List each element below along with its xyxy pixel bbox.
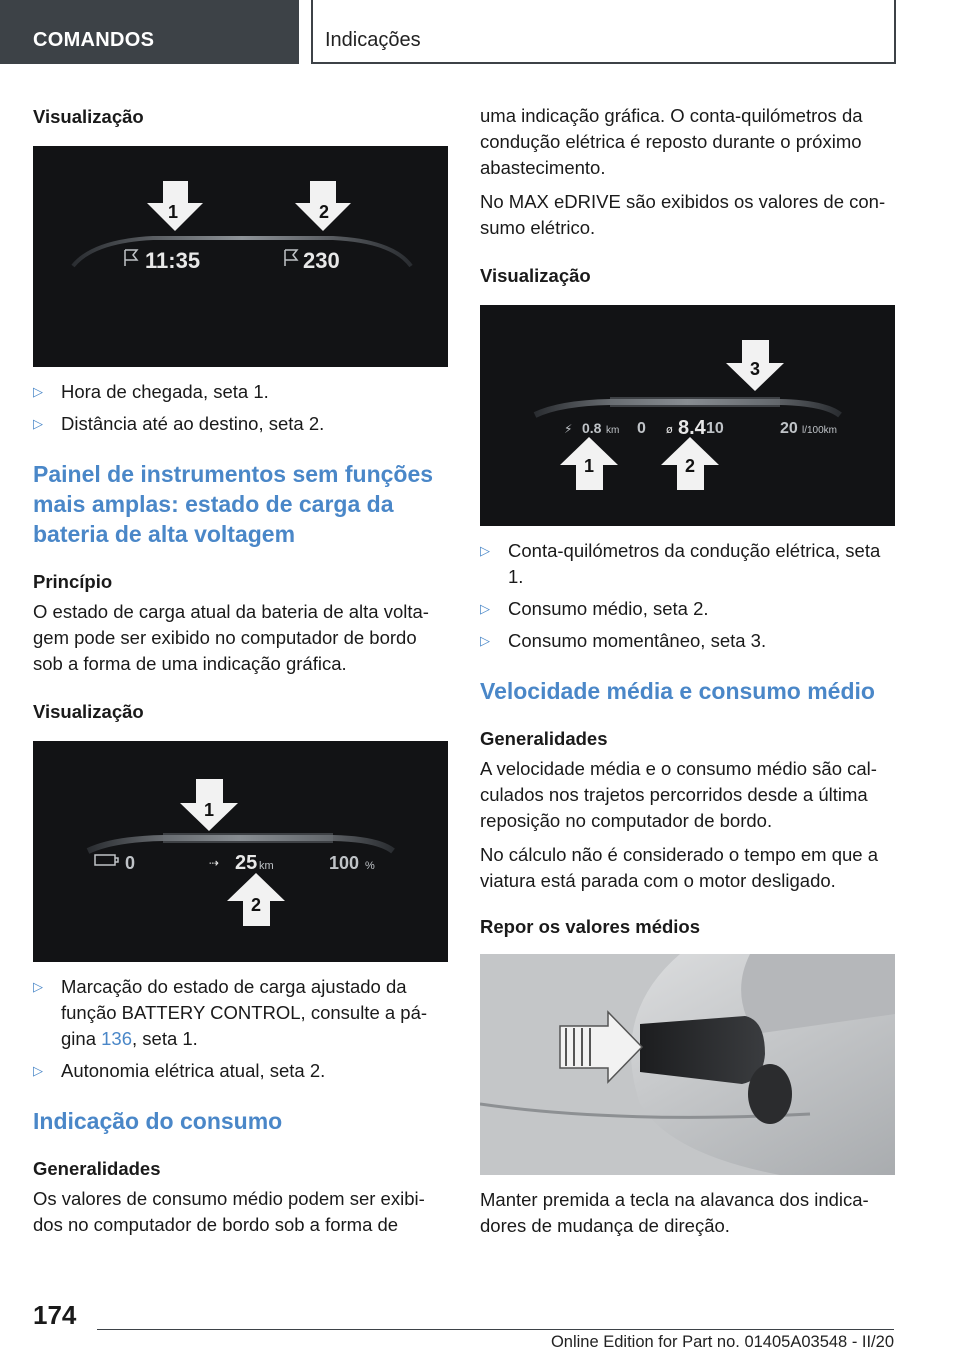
generalidades-heading-2: Generalidades: [480, 728, 608, 749]
section-title: COMANDOS: [33, 29, 155, 51]
continued-text-2: No MAX eDRIVE são exibidos os valores de con‐sumo elétrico.: [480, 191, 886, 238]
left-column: [33, 100, 448, 1238]
right-column: [480, 100, 895, 1239]
page-number: 174: [33, 1300, 77, 1330]
triangle-icon: ▷: [33, 979, 43, 994]
principio-heading: Princípio: [33, 571, 113, 592]
triangle-icon: ▷: [480, 601, 490, 616]
list-item: ▷ Hora de chegada, seta 1.: [33, 379, 448, 405]
footer-divider: [97, 1329, 894, 1330]
figure-consumption: [480, 305, 895, 526]
heading-consumption: Indicação do consumo: [33, 1108, 283, 1134]
ev-icon: ⚡: [564, 422, 573, 436]
bullet-list-3: [480, 538, 895, 654]
visualizacao-heading-1: Visualização: [33, 106, 144, 127]
repor-text: Manter premida a tecla na alavanca dos indica‐dores de mudança de direção.: [480, 1189, 869, 1236]
edition-text: Online Edition for Part no. 01405A03548 - II/20: [550, 1333, 894, 1351]
list-item: ▷ Distância até ao destino, seta 2.: [33, 411, 448, 437]
range-unit: km: [259, 860, 274, 872]
arrow-2-label: 2: [318, 202, 330, 222]
odo-value: 0.8: [582, 420, 602, 436]
scale-ten: 10: [706, 420, 724, 437]
triangle-icon: ▷: [33, 1063, 43, 1078]
distance-value: 230: [303, 248, 340, 273]
arrow-1-label: 1: [583, 456, 595, 476]
figure-arrival-time: [33, 146, 448, 367]
scale-zero: 0: [637, 420, 646, 437]
arrival-time: 11:35: [145, 248, 201, 273]
battery-icon: [95, 855, 118, 865]
charge-max: 100: [329, 853, 360, 873]
charge-min: 0: [125, 853, 136, 873]
bullet-list-1: [33, 379, 448, 437]
chapter-tab: [311, 0, 896, 64]
arrow-1-label: 1: [167, 202, 179, 222]
generalidades-text-3: No cálculo não é considerado o tempo em que a viatura está parada com o motor desligado.: [480, 844, 879, 891]
figure-battery-charge: [33, 741, 448, 962]
list-item: ▷ Marcação do estado de carga ajustado da função BATTERY CONTROL, consulte a pá‐gina 136, seta 1.: [33, 976, 428, 1049]
arrow-2-label: 2: [684, 456, 696, 476]
visualizacao-heading-2: Visualização: [33, 701, 144, 722]
list-item: ▷ Consumo momentâneo, seta 3.: [480, 628, 895, 654]
heading-battery-charge: Painel de instrumentos sem funções mais amplas: estado de carga da bateria de alta voltagem: [33, 461, 434, 547]
flag-icon-2: [285, 250, 297, 266]
heading-avg-speed: Velocidade média e consumo médio: [480, 678, 875, 704]
flag-icon-1: [125, 250, 137, 266]
triangle-icon: ▷: [480, 543, 490, 558]
plug-icon: ⇢: [209, 856, 220, 870]
generalidades-text: Os valores de consumo médio podem ser exibi‐dos no computador de bordo sob a forma de: [33, 1188, 425, 1235]
figure-stalk-button: [480, 954, 895, 1175]
triangle-icon: ▷: [33, 384, 43, 399]
avg-value: 8.4: [678, 417, 706, 439]
range-value: 25: [235, 852, 258, 874]
bullet-list-2: [33, 974, 448, 1084]
list-item: ▷ Consumo médio, seta 2.: [480, 596, 895, 622]
arrow-1-label: 1: [203, 800, 215, 820]
consumption-unit: l/100km: [802, 425, 838, 436]
page-link[interactable]: 136: [101, 1028, 132, 1049]
list-item: ▷ Conta-quilómetros da condução elétrica, seta 1.: [480, 540, 881, 587]
triangle-icon: ▷: [480, 633, 490, 648]
repor-heading: Repor os valores médios: [480, 916, 701, 937]
arrow-2-label: 2: [250, 895, 262, 915]
scale-twenty: 20: [780, 420, 798, 437]
arrow-3-label: 3: [749, 359, 761, 379]
continued-text-1: uma indicação gráfica. O conta-quilómetros da condução elétrica é reposto durante o próximo abastecimento.: [480, 105, 863, 178]
triangle-icon: ▷: [33, 416, 43, 431]
list-item: ▷ Autonomia elétrica atual, seta 2.: [33, 1058, 448, 1084]
generalidades-text-2: A velocidade média e o consumo médio são cal‐culados nos trajetos percorridos desde a última reposição no computador de bordo.: [480, 758, 877, 831]
odo-unit: km: [606, 425, 620, 436]
charge-unit: %: [365, 860, 375, 872]
avg-icon: ø: [666, 423, 673, 436]
visualizacao-heading-3: Visualização: [480, 265, 591, 286]
chapter-title: Indicações: [325, 29, 421, 51]
section-tab: [0, 0, 299, 64]
stalk-lever: [640, 1016, 765, 1084]
principio-text: O estado de carga atual da bateria de alta volta‐gem pode ser exibido no computador de bordo sob a forma de uma indicação gráfica.: [33, 601, 429, 674]
generalidades-heading: Generalidades: [33, 1158, 161, 1179]
